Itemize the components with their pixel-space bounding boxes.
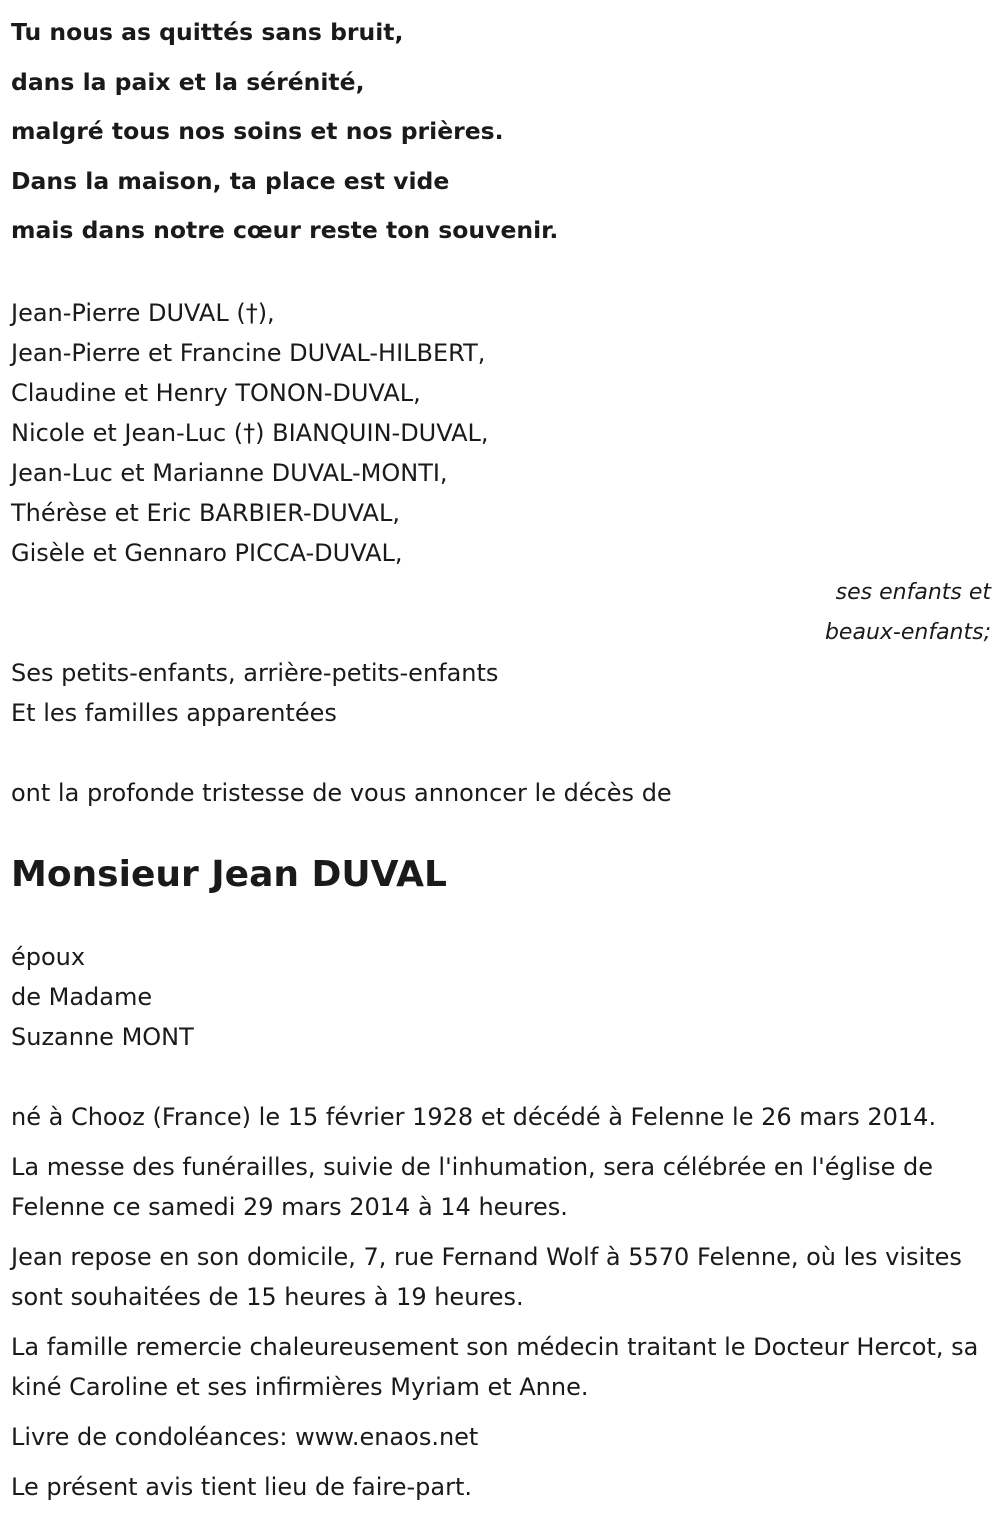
children-role (11, 573, 991, 653)
relatives-line: Ses petits-enfants, arrière-petits-enfants (11, 658, 499, 687)
thanks-paragraph: La famille remercie chaleureusement son médecin traitant le Docteur Hercot, sa kiné Caroline et ses infirmières Myriam et Anne. (11, 1332, 979, 1401)
family-member: Jean-Pierre et Francine DUVAL-HILBERT, (11, 338, 486, 367)
birth-death-paragraph: né à Chooz (France) le 15 février 1928 et décédé à Felenne le 26 mars 2014. (11, 1102, 937, 1131)
deceased-name: Monsieur Jean DUVAL (11, 853, 447, 895)
spouse-line: Suzanne MONT (11, 1022, 194, 1051)
spouse-line: de Madame (11, 982, 153, 1011)
announcement: ont la profonde tristesse de vous annoncer le décès de (11, 778, 672, 807)
family-member: Jean-Luc et Marianne DUVAL-MONTI, (11, 458, 448, 487)
poem-line: mais dans notre cœur reste ton souvenir. (11, 216, 559, 244)
obituary-notice (11, 0, 991, 1517)
poem (11, 0, 991, 256)
family-member: Claudine et Henry TONON-DUVAL, (11, 378, 421, 407)
family-member: Thérèse et Eric BARBIER-DUVAL, (11, 498, 400, 527)
poem-line: dans la paix et la sérénité, (11, 67, 365, 96)
other-relatives (11, 653, 991, 733)
relatives-line: Et les familles apparentées (11, 698, 337, 727)
visitation-paragraph: Jean repose en son domicile, 7, rue Fernand Wolf à 5570 Felenne, où les visites sont souhaitées de 15 heures à 19 heures. (11, 1242, 962, 1311)
spouse-info (11, 937, 991, 1057)
poem-line: Dans la maison, ta place est vide (11, 166, 450, 195)
details (11, 1097, 991, 1507)
spouse-line: époux (11, 942, 86, 971)
poem-line: malgré tous nos soins et nos prières. (11, 117, 504, 145)
role-line: ses enfants et (835, 579, 991, 605)
family-member: Gisèle et Gennaro PICCA-DUVAL, (11, 538, 403, 567)
notice-paragraph: Le présent avis tient lieu de faire-part. (11, 1472, 473, 1501)
family-member: Nicole et Jean-Luc (†) BIANQUIN-DUVAL, (11, 418, 489, 447)
role-line: beaux-enfants; (824, 619, 991, 645)
family-member: Jean-Pierre DUVAL (†), (11, 298, 275, 327)
poem-line: Tu nous as quittés sans bruit, (11, 18, 404, 46)
children-list (11, 293, 991, 573)
condolences-paragraph: Livre de condoléances: www.enaos.net (11, 1422, 479, 1451)
funeral-paragraph: La messe des funérailles, suivie de l'inhumation, sera célébrée en l'église de Felenne ce samedi 29 mars 2014 à 14 heures. (11, 1152, 933, 1221)
